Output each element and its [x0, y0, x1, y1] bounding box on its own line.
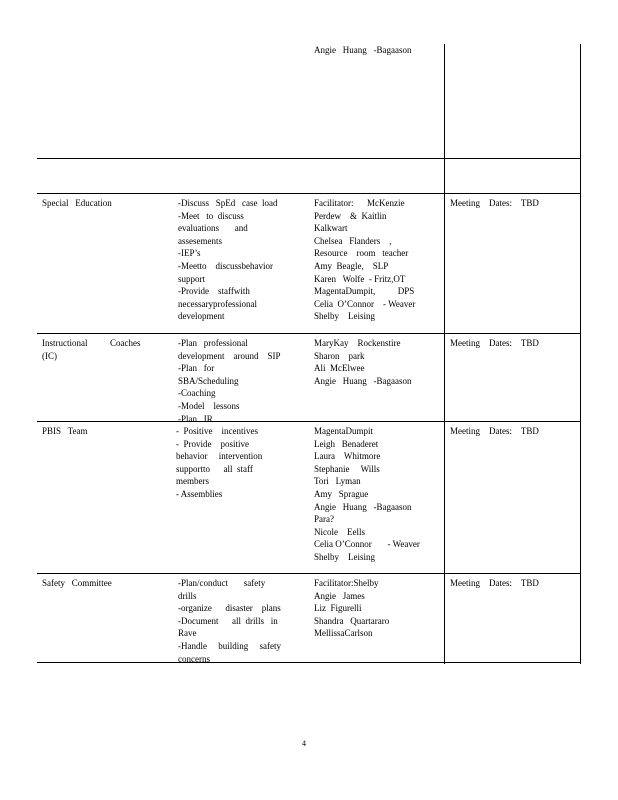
top-people-cell: [314, 44, 439, 57]
duty-line: support: [178, 273, 205, 284]
duty-line: -Discuss SpEd case load: [178, 198, 278, 208]
team-name-cell: [42, 425, 172, 438]
person-line: Shelby Leising: [314, 311, 375, 322]
duty-line: Rave: [178, 628, 197, 639]
person-line: Facilitator: McKenzie: [314, 198, 405, 208]
meeting-dates-line: Meeting Dates: TBD: [450, 338, 539, 348]
person-line: Leigh Benaderet: [314, 438, 379, 449]
person-line: Para?: [314, 514, 334, 525]
duty-line: -Meetto discussbehavior: [178, 260, 273, 271]
duty-line: - Positive incentives: [176, 426, 258, 436]
team-name-cell: [42, 577, 172, 590]
table-border-h1: [37, 158, 581, 159]
person-line: Kalkwart: [314, 223, 348, 234]
table-border-h2: [37, 193, 581, 194]
duty-line: -Handle building safety: [178, 640, 281, 651]
meeting-dates-cell: [450, 197, 578, 210]
table-border-bottom: [37, 662, 581, 663]
meeting-dates-cell: [450, 337, 578, 350]
duty-line: development: [178, 311, 225, 322]
duty-line: drills: [178, 590, 197, 601]
duty-line: -Document all drills in: [178, 615, 278, 626]
duties-cell: [176, 425, 308, 501]
person-line: MagentaDumpit, DPS: [314, 286, 415, 297]
person-line: Shelby Leising: [314, 551, 375, 562]
meeting-dates-line: Meeting Dates: TBD: [450, 578, 539, 588]
person-line: MellissaCarlson: [314, 628, 373, 639]
person-line: Liz Figurelli: [314, 603, 362, 614]
meeting-dates-line: Meeting Dates: TBD: [450, 198, 539, 208]
table-border-col2: [444, 44, 445, 664]
duty-line: -organize disaster plans: [178, 603, 281, 614]
person-line: Angie Huang -Bagaason: [314, 501, 412, 512]
duty-line: -IEP’s: [178, 248, 201, 259]
person-line: MaryKay Rockenstire: [314, 338, 401, 348]
person-line: Amy Beagle, SLP: [314, 260, 389, 271]
person-line: Angie James: [314, 590, 365, 601]
duty-line: assesements: [178, 235, 222, 246]
table-border-right: [580, 44, 581, 664]
person-line: Nicole Eells: [314, 526, 365, 537]
duty-line: SBA/Scheduling: [178, 375, 239, 386]
team-name-line: Safety Committee: [42, 578, 112, 588]
person-line: Angie Huang -Bagaason: [314, 45, 412, 55]
person-line: Stephanie Wills: [314, 463, 380, 474]
duty-line: - Provide positive: [176, 438, 249, 449]
person-line: Facilitator:Shelby: [314, 578, 379, 588]
duties-cell: [178, 337, 308, 425]
duty-line: -Meet to discuss: [178, 210, 244, 221]
duty-line: -Provide staffwith: [178, 286, 250, 297]
duty-line: members: [176, 476, 209, 487]
team-name-line: Special Education: [42, 198, 112, 208]
person-line: Ali McElwee: [314, 363, 365, 374]
table-border-h3: [37, 333, 581, 334]
person-line: Sharon park: [314, 350, 365, 361]
person-line: Resource room teacher: [314, 248, 409, 259]
meeting-dates-cell: [450, 577, 578, 590]
duty-line: concerns: [178, 653, 210, 664]
person-line: Amy Sprague: [314, 488, 369, 499]
person-line: Celia O’Connor - Weaver: [314, 539, 420, 550]
table-border-h4: [37, 421, 581, 422]
person-line: Tori Lyman: [314, 476, 361, 487]
duty-line: -Coaching: [178, 388, 216, 399]
page-number: 4: [302, 739, 306, 748]
person-line: Celia O’Connor - Weaver: [314, 298, 416, 309]
duty-line: supportto all staff: [176, 463, 253, 474]
team-name-line: (IC): [42, 350, 57, 361]
person-line: Perdew & Kaitlin: [314, 210, 387, 221]
team-name-cell: [42, 337, 172, 362]
duties-cell: [178, 577, 308, 665]
person-line: Laura Whitmore: [314, 451, 381, 462]
duties-cell: [178, 197, 308, 323]
person-line: Shandra Quartararo: [314, 615, 390, 626]
duty-line: evaluations and: [178, 223, 248, 234]
team-name-line: Instructional Coaches: [42, 338, 141, 348]
duty-line: - Assemblies: [176, 488, 223, 499]
person-line: Karen Wolfe - Fritz,OT: [314, 273, 406, 284]
people-cell: [314, 425, 442, 564]
duty-line: behavior intervention: [176, 451, 263, 462]
duty-line: necessaryprofessional: [178, 298, 257, 309]
team-name-line: PBIS Team: [42, 426, 88, 436]
people-cell: [314, 577, 442, 640]
people-cell: [314, 337, 442, 387]
meeting-dates-cell: [450, 425, 578, 438]
duty-line: -Model lessons: [178, 400, 240, 411]
table-border-h5: [37, 573, 581, 574]
meeting-dates-line: Meeting Dates: TBD: [450, 426, 539, 436]
person-line: MagentaDumpit: [314, 426, 373, 436]
people-cell: [314, 197, 442, 323]
duty-line: -Plan/conduct safety: [178, 578, 266, 588]
duty-line: -Plan for: [178, 363, 215, 374]
duty-line: -Plan professional: [178, 338, 248, 348]
person-line: Chelsea Flanders ,: [314, 235, 392, 246]
person-line: Angie Huang -Bagaason: [314, 375, 412, 386]
duty-line: development around SIP: [178, 350, 281, 361]
duty-line: -Plan IR: [178, 413, 213, 424]
team-name-cell: [42, 197, 172, 210]
